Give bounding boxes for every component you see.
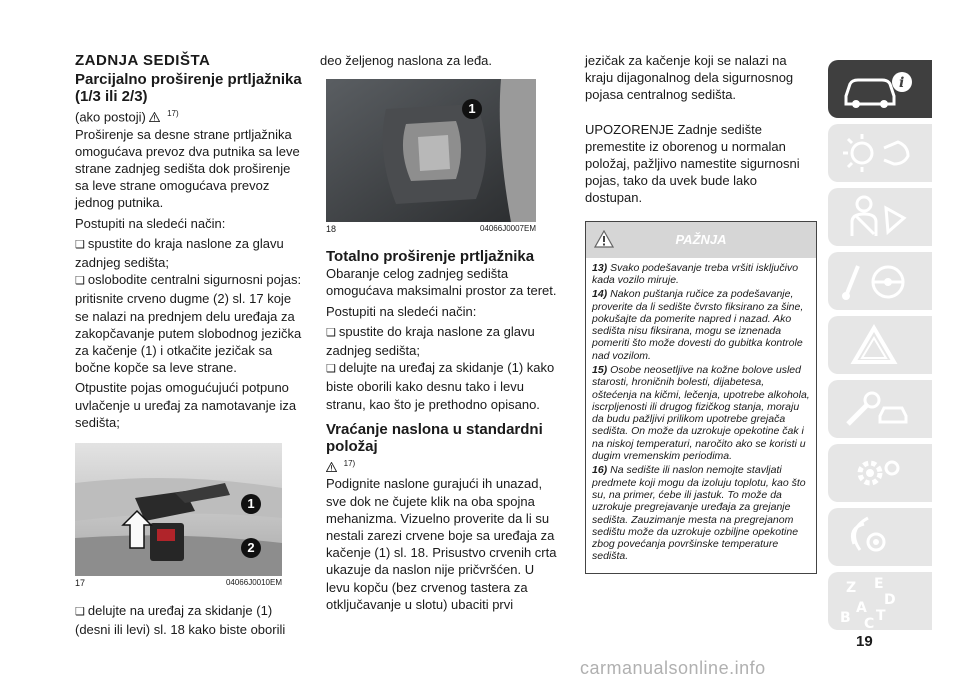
page-number: 19 bbox=[856, 633, 873, 650]
music-phone-icon bbox=[828, 508, 932, 566]
ref-17: 17) bbox=[167, 109, 179, 118]
wrench-car-icon bbox=[828, 380, 932, 438]
section-title: ZADNJA SEDIŠTA bbox=[75, 52, 211, 69]
figure-code: 04066J0010EM bbox=[225, 577, 282, 587]
note-number: 15) bbox=[592, 364, 608, 376]
column-1 bbox=[75, 52, 307, 638]
bullet-item bbox=[326, 323, 558, 359]
paragraph: Postupiti na sledeći način: bbox=[326, 303, 477, 319]
column-3 bbox=[585, 52, 817, 574]
subtitle-line-2: (1/3 ili 2/3) bbox=[75, 88, 148, 105]
paragraph: Proširenje sa desne strane prtljažnika omogućava prevoz dva putnika sa leve strane zadnjeg sedišta dok proširenje sa leve strane omogućava prevoz jednog putnika. bbox=[75, 126, 300, 211]
tab-driving[interactable] bbox=[828, 252, 932, 310]
warning-triangle-icon bbox=[594, 230, 614, 248]
paragraph: jezičak za kačenje koji se nalazi na kraju dijagonalnog dela sigurnosnog pojasa centralnog sedišta. bbox=[585, 53, 794, 103]
settings-gear-icon bbox=[828, 444, 932, 502]
bullet-item bbox=[75, 271, 307, 376]
bullet-item bbox=[75, 235, 307, 271]
warning-icon bbox=[326, 462, 337, 472]
bullet-text: spustite do kraja naslone za glavu zadnjeg sedišta; bbox=[326, 323, 535, 359]
optional-label: (ako postoji) bbox=[75, 109, 146, 125]
lights-icon bbox=[828, 124, 932, 182]
note-text: Osobe neosetljive na kožne bolove usled starosti, hroničnih bolesti, dijabetesa, oštećenja na kičmi, lečenja, upotrebe alkohola, iscrpljenosti ili drugog fizičkog stanja, moraju da budu pažljivi prilikom upotrebe grejača sedišta. On može da uzrokuje opekotine čak i na niskoj temperaturi, naročito ako se koristi u dugim vremenskim periodima. bbox=[592, 364, 810, 463]
tab-lights[interactable] bbox=[828, 124, 932, 182]
attention-note bbox=[592, 364, 810, 462]
svg-text:B: B bbox=[840, 610, 851, 626]
tab-maintenance[interactable] bbox=[828, 380, 932, 438]
warning-ref bbox=[326, 455, 558, 476]
note-text: Na sedište ili naslon nemojte stavljati predmete koji mogu da izoluju toplotu, kao što su, na primer, ćebe ili jastuk. To može da uzrokuje pregrejavanje uređaja za grejanje sedišta. Zauzimanje mesta na pregrejanom sedištu može da uzrokuje ozbiljne opekotine zbog povećanja površinske temperature sedišta. bbox=[592, 464, 806, 563]
attention-note bbox=[592, 288, 810, 362]
note-number: 14) bbox=[592, 288, 608, 301]
attention-note bbox=[592, 464, 810, 562]
seat-release-illustration bbox=[326, 79, 536, 222]
paragraph: Podignite naslone gurajući ih unazad, sve dok ne čujete klik na oba spojna mehanizma. Vizuelno proverite da li su nestali zarezi crvene boje sa uređaja za kačenje (1) sl. 18. Prisustvo crvenih crta ukazuje da naslon nije pričvršćen. U levu kopču (bez crvenog tastera za otključavanje u slotu) ubaciti prvi bbox=[326, 476, 557, 612]
warning-triangle-icon bbox=[828, 316, 932, 374]
attention-title: PAŽNJA bbox=[675, 232, 727, 248]
tab-index[interactable] bbox=[828, 572, 932, 630]
callout-2: 2 bbox=[241, 538, 261, 558]
figure-number: 18 bbox=[326, 224, 337, 235]
attention-box bbox=[585, 221, 817, 574]
callout-1: 1 bbox=[462, 99, 482, 119]
bullet-item bbox=[75, 602, 307, 638]
note-number: 13) bbox=[592, 261, 608, 274]
figure-18-image bbox=[326, 79, 536, 222]
svg-text:i: i bbox=[899, 75, 905, 91]
bullet-text: delujte na uređaj za skidanje (1) (desni ili levi) sl. 18 kako biste oborili bbox=[75, 602, 286, 638]
svg-text:Z: Z bbox=[846, 580, 857, 596]
seat-belt-person-icon bbox=[828, 188, 932, 246]
figure-17-caption bbox=[75, 576, 282, 588]
note-text: Svako podešavanje treba vršiti isključivo kada vozilo miruje. bbox=[592, 261, 799, 286]
ref-17: 17) bbox=[343, 458, 356, 468]
attention-notes bbox=[586, 258, 816, 573]
attention-note bbox=[592, 262, 810, 287]
paragraph: Obaranje celog zadnjeg sedišta omogućava maksimalni prostor za teret. bbox=[326, 266, 557, 299]
figure-17-image bbox=[75, 443, 282, 576]
heading-total-expansion: Totalno proširenje prtljažnika bbox=[326, 248, 535, 266]
svg-text:C: C bbox=[864, 616, 875, 630]
figure-code: 04066J0007EM bbox=[479, 224, 536, 234]
tab-multimedia[interactable] bbox=[828, 508, 932, 566]
chapter-sidebar bbox=[828, 60, 932, 636]
attention-header bbox=[586, 222, 816, 258]
svg-text:A: A bbox=[856, 600, 867, 616]
tab-car-info[interactable] bbox=[828, 60, 932, 118]
paragraph: Otpustite pojas omogućujući potpuno uvlačenje u uređaj za namotavanje iza sedišta; bbox=[75, 380, 297, 430]
note-number: 16) bbox=[592, 464, 608, 477]
steering-wheel-icon bbox=[828, 252, 932, 310]
tab-emergency[interactable] bbox=[828, 316, 932, 374]
optional-note bbox=[75, 105, 307, 126]
bullet-item bbox=[326, 359, 558, 413]
svg-text:E: E bbox=[874, 576, 884, 592]
warning-paragraph: UPOZORENJE Zadnje sedište premestite iz oborenog u normalan položaj, pažljivo namestite sigurnosni pojas, tako da uvek bude lako dostupan. bbox=[585, 121, 800, 206]
index-letters-icon bbox=[828, 572, 932, 630]
bullet-text: delujte na uređaj za skidanje (1) kako biste oborili kako desnu tako i levu stranu, kao što je prethodno opisano. bbox=[326, 360, 555, 412]
watermark: carmanualsonline.info bbox=[580, 658, 766, 678]
bullet-text: oslobodite centralni sigurnosni pojas: pritisnite crveno dugme (2) sl. 17 koje se nalazi na prednjem delu uređaja za zakopčavanje putem slobodnog jezička za kačenje (1) i otkačite jezičak sa bočne kopče sa leve strane. bbox=[75, 272, 302, 376]
paragraph: Postupiti na sledeći način: bbox=[75, 215, 226, 231]
note-text: Nakon puštanja ručice za podešavanje, proverite da li sedište čvrsto fiksirano za šine, pokušajte da pomerite napred i nazad. Ako sedišta nisu fiksirana, mogu se iznenada pomeriti što može dovesti do gubitka kontrole nad vozilom. bbox=[592, 288, 804, 362]
tab-technical-data[interactable] bbox=[828, 444, 932, 502]
callout-1: 1 bbox=[241, 494, 261, 514]
svg-text:D: D bbox=[884, 592, 896, 608]
svg-text:T: T bbox=[876, 608, 886, 624]
figure-number: 17 bbox=[75, 577, 86, 588]
figure-18-caption bbox=[326, 222, 536, 234]
bullet-text: spustite do kraja naslone za glavu zadnjeg sedišta; bbox=[75, 235, 284, 270]
heading-return-position: Vraćanje naslona u standardni položaj bbox=[326, 420, 543, 455]
car-info-icon bbox=[828, 60, 932, 118]
column-2 bbox=[320, 52, 558, 613]
tab-safety[interactable] bbox=[828, 188, 932, 246]
subtitle-line-1: Parcijalno proširenje prtljažnika bbox=[75, 71, 302, 88]
warning-icon bbox=[149, 112, 160, 122]
paragraph: deo željenog naslona za leđa. bbox=[320, 53, 493, 68]
